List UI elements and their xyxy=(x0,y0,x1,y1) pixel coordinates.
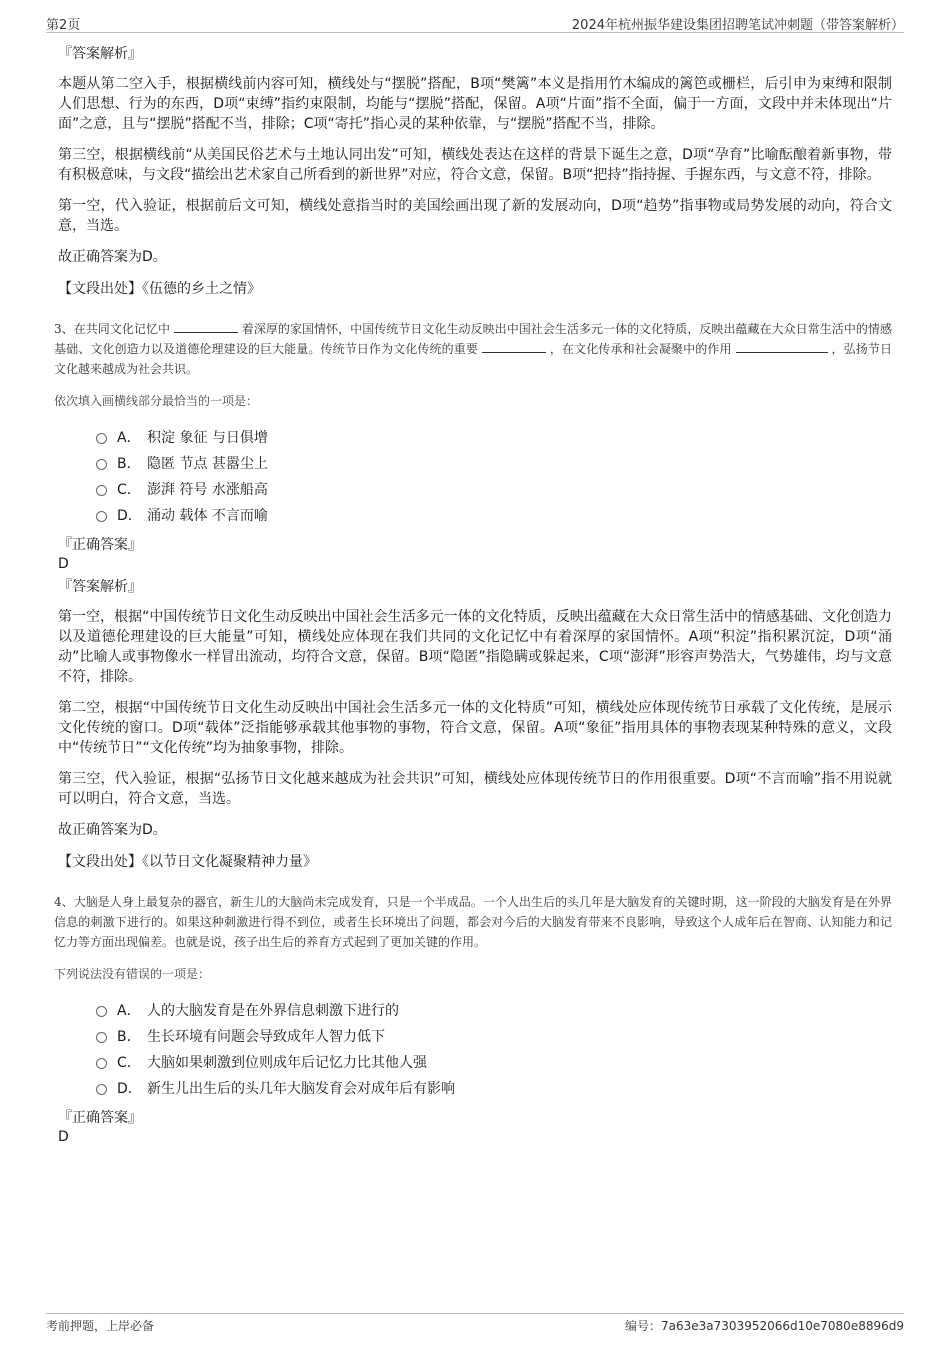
page-footer xyxy=(46,1313,904,1334)
fill-blank xyxy=(736,339,828,353)
q3-correct-label: 『正确答案』 xyxy=(58,537,142,553)
q4-option-c[interactable]: C． 大脑如果刺激到位则成年后记忆力比其他人强 xyxy=(96,1050,892,1076)
radio-icon[interactable] xyxy=(96,1058,107,1069)
q3-analysis-para: 第一空，根据“中国传统节日文化生动反映出中国社会生活多元一体的文化特质，反映出蕴藏在大众日常生活中的情感基础、文化创造力以及道德伦理建设的巨大能量”可知，横线处应体现在我们共同的文化记忆中有着深厚的家国情怀。A项“积淀”指积累沉淀，D项“涌动”比喻人或事物像水一样冒出流动，均符合文意，保留。B项“隐匿”指隐瞒或躲起来，C项“澎湃”形容声势浩大，气势雄伟，均与文意不符，排除。 xyxy=(58,609,892,685)
document-title: 2024年杭州振华建设集团招聘笔试冲刺题（带答案解析） xyxy=(571,18,904,33)
radio-icon[interactable] xyxy=(96,485,107,496)
q3-option-b[interactable]: B． 隐匿 节点 甚嚣尘上 xyxy=(96,451,892,477)
q3-options xyxy=(96,425,892,529)
q2-analysis-para: 故正确答案为D。 xyxy=(58,249,167,265)
q2-analysis-label: 『答案解析』 xyxy=(58,46,142,62)
q4-options xyxy=(96,998,892,1102)
q2-analysis-para: 第一空，代入验证，根据前后文可知，横线处意指当时的美国绘画出现了新的发展动向，D项“趋势”指事物或局势发展的动向，符合文意，当选。 xyxy=(58,198,892,234)
radio-icon[interactable] xyxy=(96,1006,107,1017)
page-header xyxy=(46,12,904,33)
q3-option-a[interactable]: A． 积淀 象征 与日俱增 xyxy=(96,425,892,451)
footer-slogan: 考前押题，上岸必备 xyxy=(46,1319,155,1333)
q4-correct-label: 『正确答案』 xyxy=(58,1110,142,1126)
radio-icon[interactable] xyxy=(96,459,107,470)
q2-source: 【文段出处】《伍德的乡土之情》 xyxy=(58,281,261,297)
q3-analysis-para: 故正确答案为D。 xyxy=(58,822,167,838)
page-number: 第2页 xyxy=(46,18,81,33)
q3-prompt: 依次填入画横线部分最恰当的一项是： xyxy=(54,394,259,408)
q3-option-c[interactable]: C． 澎湃 符号 水涨船高 xyxy=(96,477,892,503)
q3-source: 【文段出处】《以节日文化凝聚精神力量》 xyxy=(58,854,317,870)
q3-correct-value: D xyxy=(58,556,69,572)
q3-analysis-para: 第二空，根据“中国传统节日文化生动反映出中国社会生活多元一体的文化特质”可知，横线处应体现传统节日承载了文化传统，是展示文化传统的窗口。D项“载体”泛指能够承载其他事物的事物，符合文意，保留。A项“象征”指用具体的事物表现某种特殊的意义，文段中“传统节日”“文化传统”均为抽象事物，排除。 xyxy=(58,700,892,756)
radio-icon[interactable] xyxy=(96,1084,107,1095)
q3-analysis-para: 第三空，代入验证，根据“弘扬节日文化越来越成为社会共识”可知，横线处应体现传统节日的作用很重要。D项“不言而喻”指不用说就可以明白，符合文意，当选。 xyxy=(58,771,892,807)
radio-icon[interactable] xyxy=(96,1032,107,1043)
radio-icon[interactable] xyxy=(96,511,107,522)
page-content xyxy=(54,44,892,1148)
q2-analysis-para: 本题从第二空入手，根据横线前内容可知，横线处与“摆脱”搭配，B项“樊篱”本义是指用竹木编成的篱笆或栅栏，后引申为束缚和限制人们思想、行为的东西，D项“束缚”指约束限制，均能与“摆脱”搭配，保留。A项“片面”指不全面，偏于一方面，文段中并未体现出“片面”之意，且与“摆脱”搭配不当，排除；C项“寄托”指心灵的某种依靠，与“摆脱”搭配不当，排除。 xyxy=(58,76,892,132)
q4-correct-value: D xyxy=(58,1129,69,1145)
q4-prompt: 下列说法没有错误的一项是： xyxy=(54,967,211,981)
q3-option-d[interactable]: D． 涌动 载体 不言而喻 xyxy=(96,503,892,529)
q4-option-b[interactable]: B． 生长环境有问题会导致成年人智力低下 xyxy=(96,1024,892,1050)
q2-analysis-para: 第三空，根据横线前“从美国民俗艺术与土地认同出发”可知，横线处表达在这样的背景下诞生之意，D项“孕育”比喻酝酿着新事物，带有积极意味，与文段“描绘出艺术家自己所看到的新世界”对应，符合文意，保留。B项“把持”指持握、手握东西，与文意不符，排除。 xyxy=(58,147,892,183)
q4-option-a[interactable]: A． 人的大脑发育是在外界信息刺激下进行的 xyxy=(96,998,892,1024)
radio-icon[interactable] xyxy=(96,433,107,444)
q4-stem: 4、大脑是人身上最复杂的器官，新生儿的大脑尚未完成发育，只是一个半成品。一个人出生后的头几年是大脑发育的关键时期，这一阶段的大脑发育是在外界信息的刺激下进行的。如果这种刺激进行得不到位，或者生长环境出了问题，都会对今后的大脑发育带来不良影响，导致这个人成年后在智商、认知能力和记忆力等方面出现偏差。也就是说，孩子出生后的养育方式起到了更加关键的作用。 xyxy=(54,895,892,949)
q4-option-d[interactable]: D． 新生儿出生后的头几年大脑发育会对成年后有影响 xyxy=(96,1076,892,1102)
fill-blank xyxy=(482,339,546,353)
document-id: 编号：7a63e3a7303952066d10e7080e8896d9 xyxy=(625,1319,904,1333)
q3-stem: 3、在共同文化记忆中 着深厚的家国情怀，中国传统节日文化生动反映出中国社会生活多元一体的文化特质，反映出蕴藏在大众日常生活中的情感基础、文化创造力以及道德伦理建设的巨大能量。传统节日作为文化传统的重要 ，在文化传承和社会凝聚中的作用 ，弘扬节日文化越来越成为社会共识。 xyxy=(54,319,892,379)
q3-analysis-label: 『答案解析』 xyxy=(58,579,142,595)
fill-blank xyxy=(174,319,238,333)
